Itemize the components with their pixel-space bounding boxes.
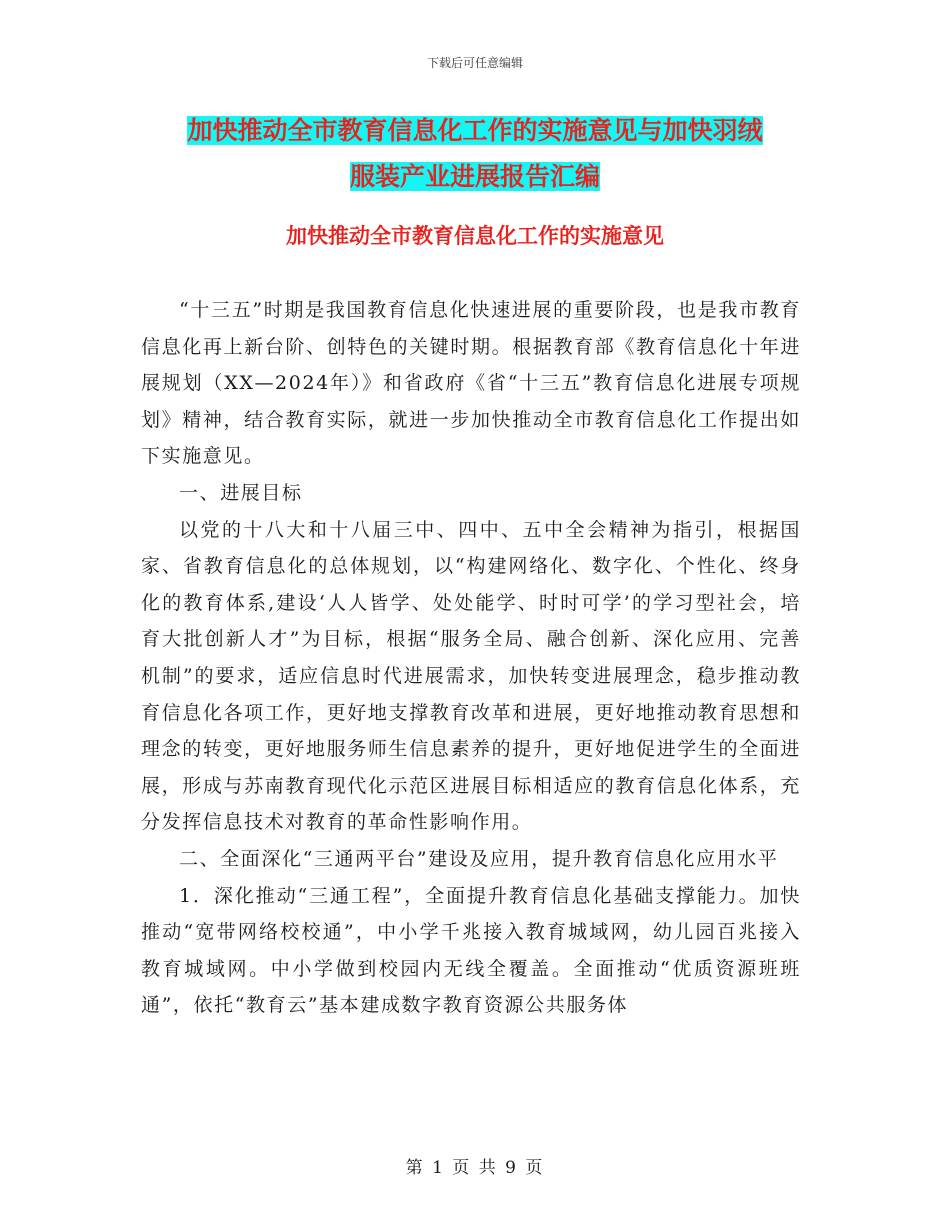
document-body xyxy=(141,292,801,1024)
paragraph: 以党的十八大和十八届三中、四中、五中全会精神为指引，根据国家、省教育信息化的总体规划，以“构建网络化、数字化、个性化、终身化的教育体系,建设‘人人皆学、处处能学、时时可学’的学习型社会，培育大批创新人才”为目标，根据“服务全局、融合创新、深化应用、完善机制”的要求，适应信息时代进展需求，加快转变进展理念，稳步推动教育信息化各项工作，更好地支撑教育改革和进展，更好地推动教育思想和理念的转变，更好地服务师生信息素养的提升，更好地促进学生的全面进展，形成与苏南教育现代化示范区进展目标相适应的教育信息化体系，充分发挥信息技术对教育的革命性影响作用。 xyxy=(141,518,801,834)
paragraph: “十三五”时期是我国教育信息化快速进展的重要阶段，也是我市教育信息化再上新台阶、创特色的关键时期。根据教育部《教育信息化十年进展规划（XX—2024年）》和省政府《省“十三五”教育信息化进展专项规划》精神，结合教育实际，就进一步加快推动全市教育信息化工作提出如下实施意见。 xyxy=(141,299,801,468)
document-title-line1: 加快推动全市教育信息化工作的实施意见与加快羽绒 xyxy=(187,116,763,145)
document-title xyxy=(140,108,810,200)
page-footer: 第 1 页 共 9 页 xyxy=(405,1158,545,1178)
paragraph: 1．深化推动“三通工程”，全面提升教育信息化基础支撑能力。加快推动“宽带网络校校通”，中小学千兆接入教育城域网，幼儿园百兆接入教育城域网。中小学做到校园内无线全覆盖。全面推动“优质资源班班通”，依托“教育云”基本建成数字教育资源公共服务体 xyxy=(141,884,801,1017)
section-title: 加快推动全市教育信息化工作的实施意见 xyxy=(286,224,664,248)
document-title-line2: 服装产业进展报告汇编 xyxy=(349,162,600,191)
page-header: 下载后可任意编辑 xyxy=(426,56,523,70)
paragraph: 一、进展目标 xyxy=(179,481,303,504)
paragraph: 二、全面深化“三通两平台”建设及应用，提升教育信息化应用水平 xyxy=(179,847,779,870)
